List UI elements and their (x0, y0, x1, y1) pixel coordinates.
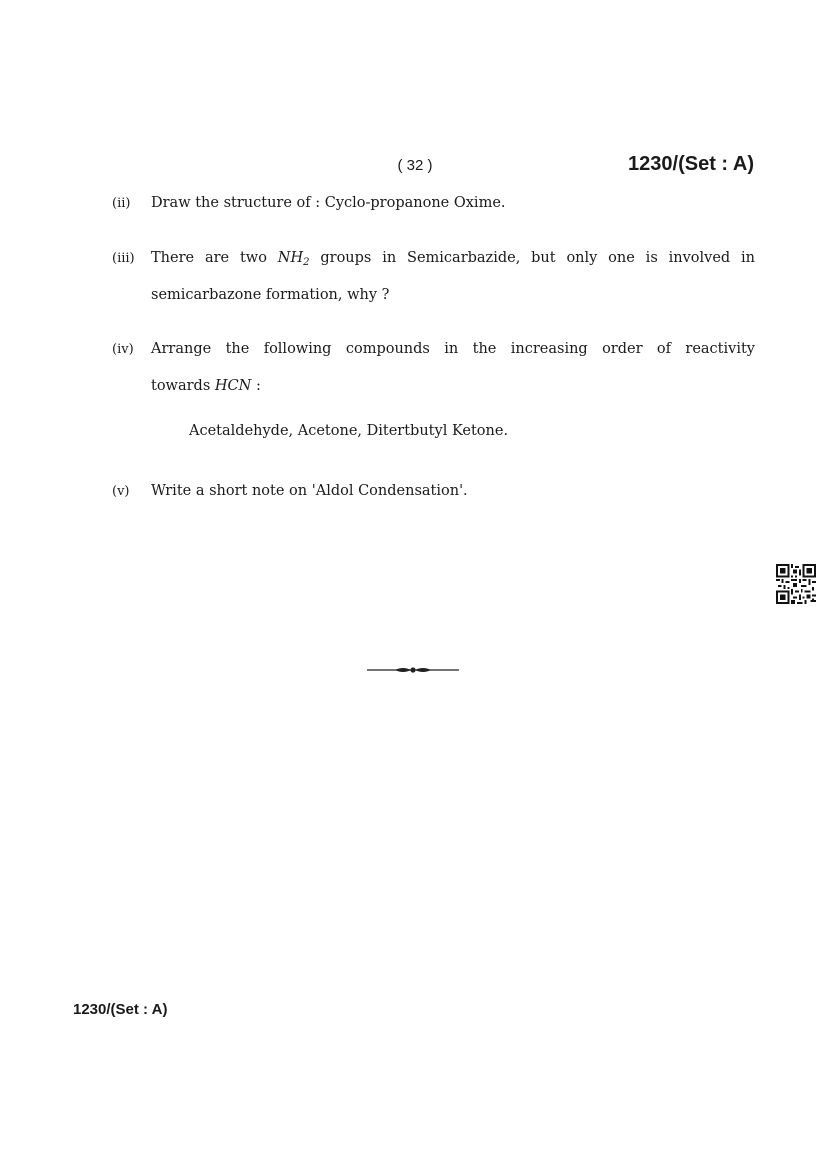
set-code-footer: 1230/(Set : A) (73, 1001, 168, 1018)
ornamental-divider-icon (365, 663, 461, 677)
question-text (151, 331, 755, 405)
compound-list: Acetaldehyde, Acetone, Ditertbutyl Ketone. (189, 423, 509, 439)
set-code-header: 1230/(Set : A) (628, 153, 754, 175)
question-number: (v) (112, 484, 130, 499)
question-ii (112, 185, 755, 222)
question-text-before: There are two (151, 250, 267, 266)
qr-code-icon (776, 564, 816, 604)
question-v (112, 473, 755, 510)
question-line-1 (151, 240, 755, 277)
question-number: (iv) (112, 342, 134, 357)
question-iv (112, 331, 755, 405)
chemical-formula: $NH_2$ (277, 250, 310, 268)
question-number: (ii) (112, 196, 131, 211)
question-number: (iii) (112, 251, 135, 266)
question-line-2: towards HCN : (151, 378, 261, 394)
question-text: Write a short note on 'Aldol Condensation'. (151, 483, 468, 499)
question-text: Draw the structure of : Cyclo-propanone Oxime. (151, 195, 506, 211)
question-line-2: semicarbazone formation, why ? (151, 287, 390, 303)
chemical-formula: HCN (214, 378, 252, 394)
question-text-after: groups in Semicarbazide, but only one is involved in (320, 250, 756, 266)
question-line-1: Arrange the following compounds in the increasing order of reactivity (151, 341, 755, 357)
page-number: ( 32 ) (397, 157, 433, 174)
question-iii (112, 240, 755, 314)
question-text (151, 240, 755, 314)
